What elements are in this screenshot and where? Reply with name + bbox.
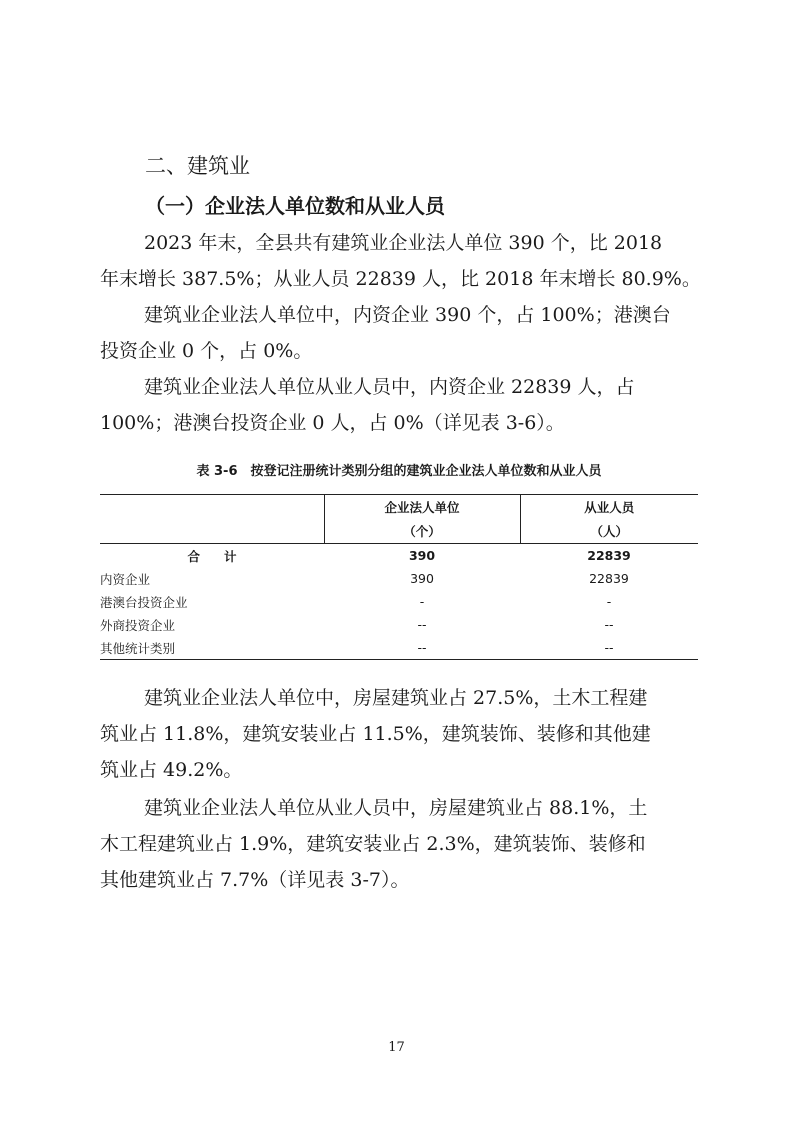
page-number: 17 — [388, 1040, 405, 1055]
column-header-units: 企业法人单位 — [324, 495, 520, 520]
table-caption: 表 3-6 按登记注册统计类别分组的建筑业企业法人单位数和从业人员 — [196, 464, 602, 479]
cell-employees: 22839 — [589, 571, 629, 586]
paragraph-1 — [100, 225, 701, 297]
table-row — [100, 590, 698, 613]
paragraph-line: 100%；港澳台投资企业 0 人，占 0%（详见表 3-6）。 — [100, 412, 565, 434]
statistics-table — [100, 494, 698, 660]
subsection-heading: （一）企业法人单位数和从业人员 — [145, 194, 445, 218]
cell-units: -- — [324, 636, 520, 660]
table-header-unit-row — [100, 519, 698, 544]
paragraph-line: 筑业占 11.8%，建筑安装业占 11.5%，建筑装饰、装修和其他建 — [100, 723, 651, 745]
row-label: 港澳台投资企业 — [100, 594, 188, 610]
paragraph-line: 建筑业企业法人单位中，内资企业 390 个，占 100%；港澳台 — [144, 304, 671, 326]
paragraph-line: 建筑业企业法人单位中，房屋建筑业占 27.5%，土木工程建 — [144, 687, 648, 709]
table-row — [100, 636, 698, 660]
column-unit-units: （个） — [324, 519, 520, 544]
paragraph-2 — [100, 297, 695, 369]
column-header-employees: 从业人员 — [520, 495, 698, 520]
row-label: 内资企业 — [100, 571, 151, 587]
table-row — [100, 567, 698, 590]
paragraph-line: 筑业占 49.2%。 — [100, 759, 243, 781]
cell-employees: -- — [520, 636, 698, 660]
row-label: 合计 — [187, 548, 261, 564]
cell-employees: -- — [604, 617, 614, 632]
paragraph-line: 年末增长 387.5%；从业人员 22839 人，比 2018 年末增长 80.9%。 — [100, 268, 701, 290]
table-row — [100, 613, 698, 636]
header-blank-cell — [100, 519, 324, 544]
section-heading: 二、建筑业 — [145, 154, 250, 178]
cell-units: - — [419, 594, 425, 609]
paragraph-line: 建筑业企业法人单位从业人员中，内资企业 22839 人，占 — [144, 376, 635, 398]
cell-employees: - — [606, 594, 612, 609]
paragraph-line: 投资企业 0 个，占 0%。 — [100, 340, 313, 362]
table-row-total — [100, 544, 698, 568]
cell-units: 390 — [408, 548, 436, 563]
paragraph-line: 木工程建筑业占 1.9%，建筑安装业占 2.3%，建筑装饰、装修和 — [100, 833, 646, 855]
paragraph-5 — [100, 790, 695, 898]
table-header-row — [100, 495, 698, 520]
row-label: 外商投资企业 — [100, 617, 176, 633]
header-blank-cell — [100, 495, 324, 520]
row-label: 其他统计类别 — [100, 636, 324, 660]
column-unit-employees: （人） — [520, 519, 698, 544]
paragraph-line: 其他建筑业占 7.7%（详见表 3-7）。 — [100, 869, 410, 891]
cell-employees: 22839 — [587, 548, 631, 563]
paragraph-line: 2023 年末，全县共有建筑业企业法人单位 390 个，比 2018 — [144, 232, 663, 254]
paragraph-4 — [100, 680, 695, 788]
cell-units: 390 — [410, 571, 434, 586]
paragraph-3 — [100, 369, 695, 441]
cell-units: -- — [417, 617, 427, 632]
paragraph-line: 建筑业企业法人单位从业人员中，房屋建筑业占 88.1%，土 — [144, 797, 648, 819]
